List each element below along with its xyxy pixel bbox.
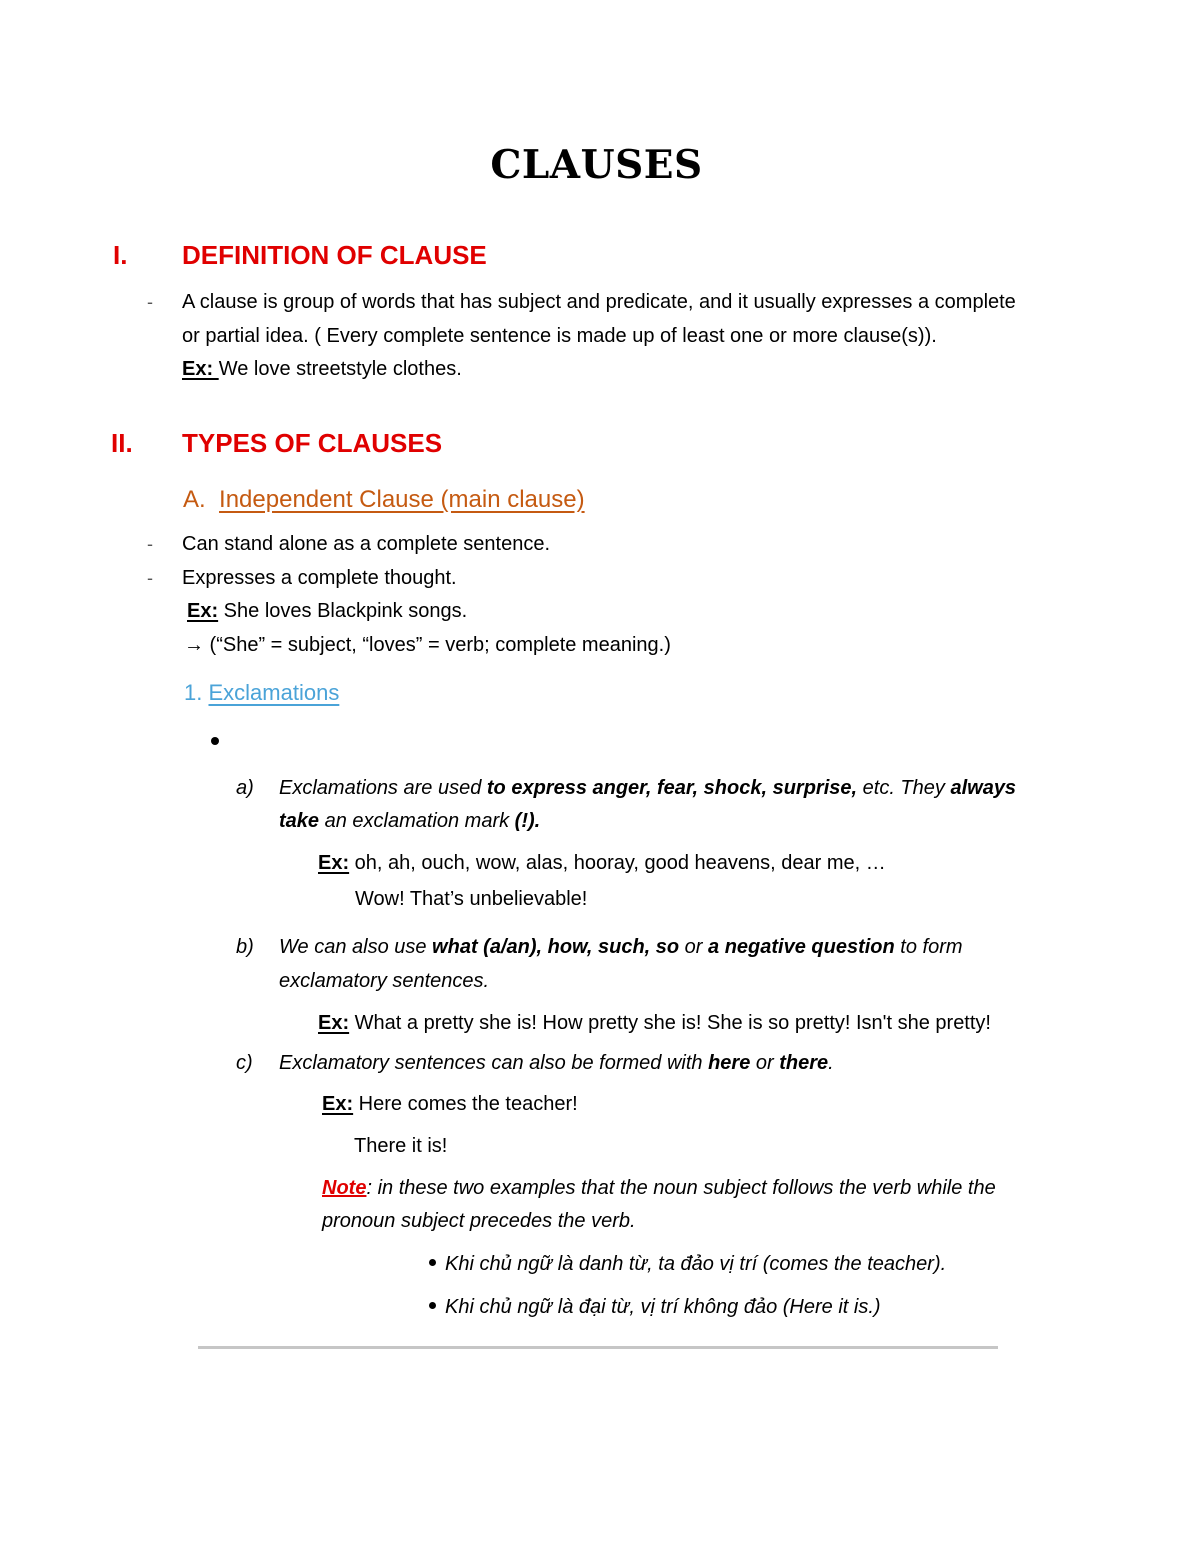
point-2: Expresses a complete thought. (182, 567, 457, 589)
item-a-line-2 (279, 805, 540, 838)
arrow-explanation: → (“She” = subject, “loves” = verb; complete meaning.) (184, 634, 671, 656)
vietnamese-note-2: Khi chủ ngữ là đại từ, vị trí không đảo (Here it is.) (445, 1296, 881, 1318)
item-c-line-1 (279, 1047, 834, 1080)
definition-example (182, 353, 462, 386)
item-b-line-2: exclamatory sentences. (279, 970, 490, 992)
subsection-a-letter: A. (183, 486, 206, 513)
horizontal-divider (198, 1346, 998, 1349)
text-run: etc. They (857, 777, 951, 799)
dash-marker: - (147, 568, 153, 588)
text-run: Exclamatory sentences can also be formed with (279, 1052, 709, 1074)
text-run: or (679, 936, 709, 958)
vietnamese-note-1: Khi chủ ngữ là danh từ, ta đảo vị trí (comes the teacher). (445, 1253, 947, 1275)
subsection-a-heading (183, 486, 585, 514)
bullet-icon (429, 1259, 436, 1266)
text-run: . (828, 1052, 834, 1074)
bold-run: (!). (514, 810, 541, 832)
item-c-example-2: There it is! (354, 1135, 448, 1157)
bold-run: take (279, 810, 320, 832)
text-run: to form (894, 936, 963, 958)
section-1-number: I. (113, 240, 128, 270)
text-run: We can also use (279, 936, 433, 958)
ex-label: Ex: (322, 1093, 354, 1115)
ex-label: Ex: (182, 358, 219, 380)
text-run: an exclamation mark (319, 810, 515, 832)
item-a-example (318, 847, 886, 880)
bold-run: to express anger, fear, shock, surprise, (486, 777, 858, 799)
subsection-1-number: 1. (184, 680, 203, 705)
ex-text: What a pretty she is! How pretty she is! She is so pretty! Isn't she pretty! (349, 1012, 991, 1034)
item-a-marker: a) (236, 777, 254, 799)
item-c-marker: c) (236, 1052, 253, 1074)
dash-marker: - (147, 292, 153, 312)
dash-marker: - (147, 534, 153, 554)
section-1-heading: DEFINITION OF CLAUSE (182, 240, 487, 270)
bold-run: what (a/an), how, such, so (432, 936, 680, 958)
subsection-a-title: Independent Clause (main clause) (219, 486, 585, 513)
page-title: CLAUSES (490, 142, 703, 188)
note-line-2: pronoun subject precedes the verb. (322, 1210, 636, 1232)
ex-text: We love streetstyle clothes. (218, 358, 462, 380)
ex-label: Ex: (187, 600, 219, 622)
ex-text: oh, ah, ouch, wow, alas, hooray, good heavens, dear me, … (349, 852, 886, 874)
section-2-heading: TYPES OF CLAUSES (182, 428, 443, 458)
section-2-number: II. (111, 428, 133, 458)
text-run: or (750, 1052, 780, 1074)
item-c-example (322, 1088, 578, 1121)
bullet-icon (429, 1302, 436, 1309)
note-label: Note (322, 1177, 367, 1199)
exclamations-link[interactable]: Exclamations (208, 680, 340, 705)
ex-text: She loves Blackpink songs. (218, 600, 468, 622)
note-text: : in these two examples that the noun subject follows the verb while the (366, 1177, 996, 1199)
bold-run: there (779, 1052, 829, 1074)
definition-line-1: A clause is group of words that has subject and predicate, and it usually expresses a complete (182, 291, 1016, 313)
item-b-example (318, 1007, 991, 1040)
item-a-example-2: Wow! That’s unbelievable! (355, 888, 588, 910)
item-b-marker: b) (236, 936, 254, 958)
ex-text: Here comes the teacher! (353, 1093, 578, 1115)
ex-label: Ex: (318, 1012, 350, 1034)
definition-line-2: or partial idea. ( Every complete sentence is made up of least one or more clause(s)). (182, 325, 937, 347)
bullet-icon (211, 737, 219, 745)
point-1: Can stand alone as a complete sentence. (182, 533, 551, 555)
independent-example (187, 595, 467, 628)
ex-label: Ex: (318, 852, 350, 874)
bold-run: here (708, 1052, 751, 1074)
bold-run: always (950, 777, 1017, 799)
note-line-1 (322, 1172, 996, 1205)
item-b-line-1 (279, 931, 963, 964)
subsection-1-heading (184, 680, 339, 706)
item-a-line-1 (279, 772, 1016, 805)
text-run: Exclamations are used (279, 777, 487, 799)
bold-run: a negative question (708, 936, 895, 958)
